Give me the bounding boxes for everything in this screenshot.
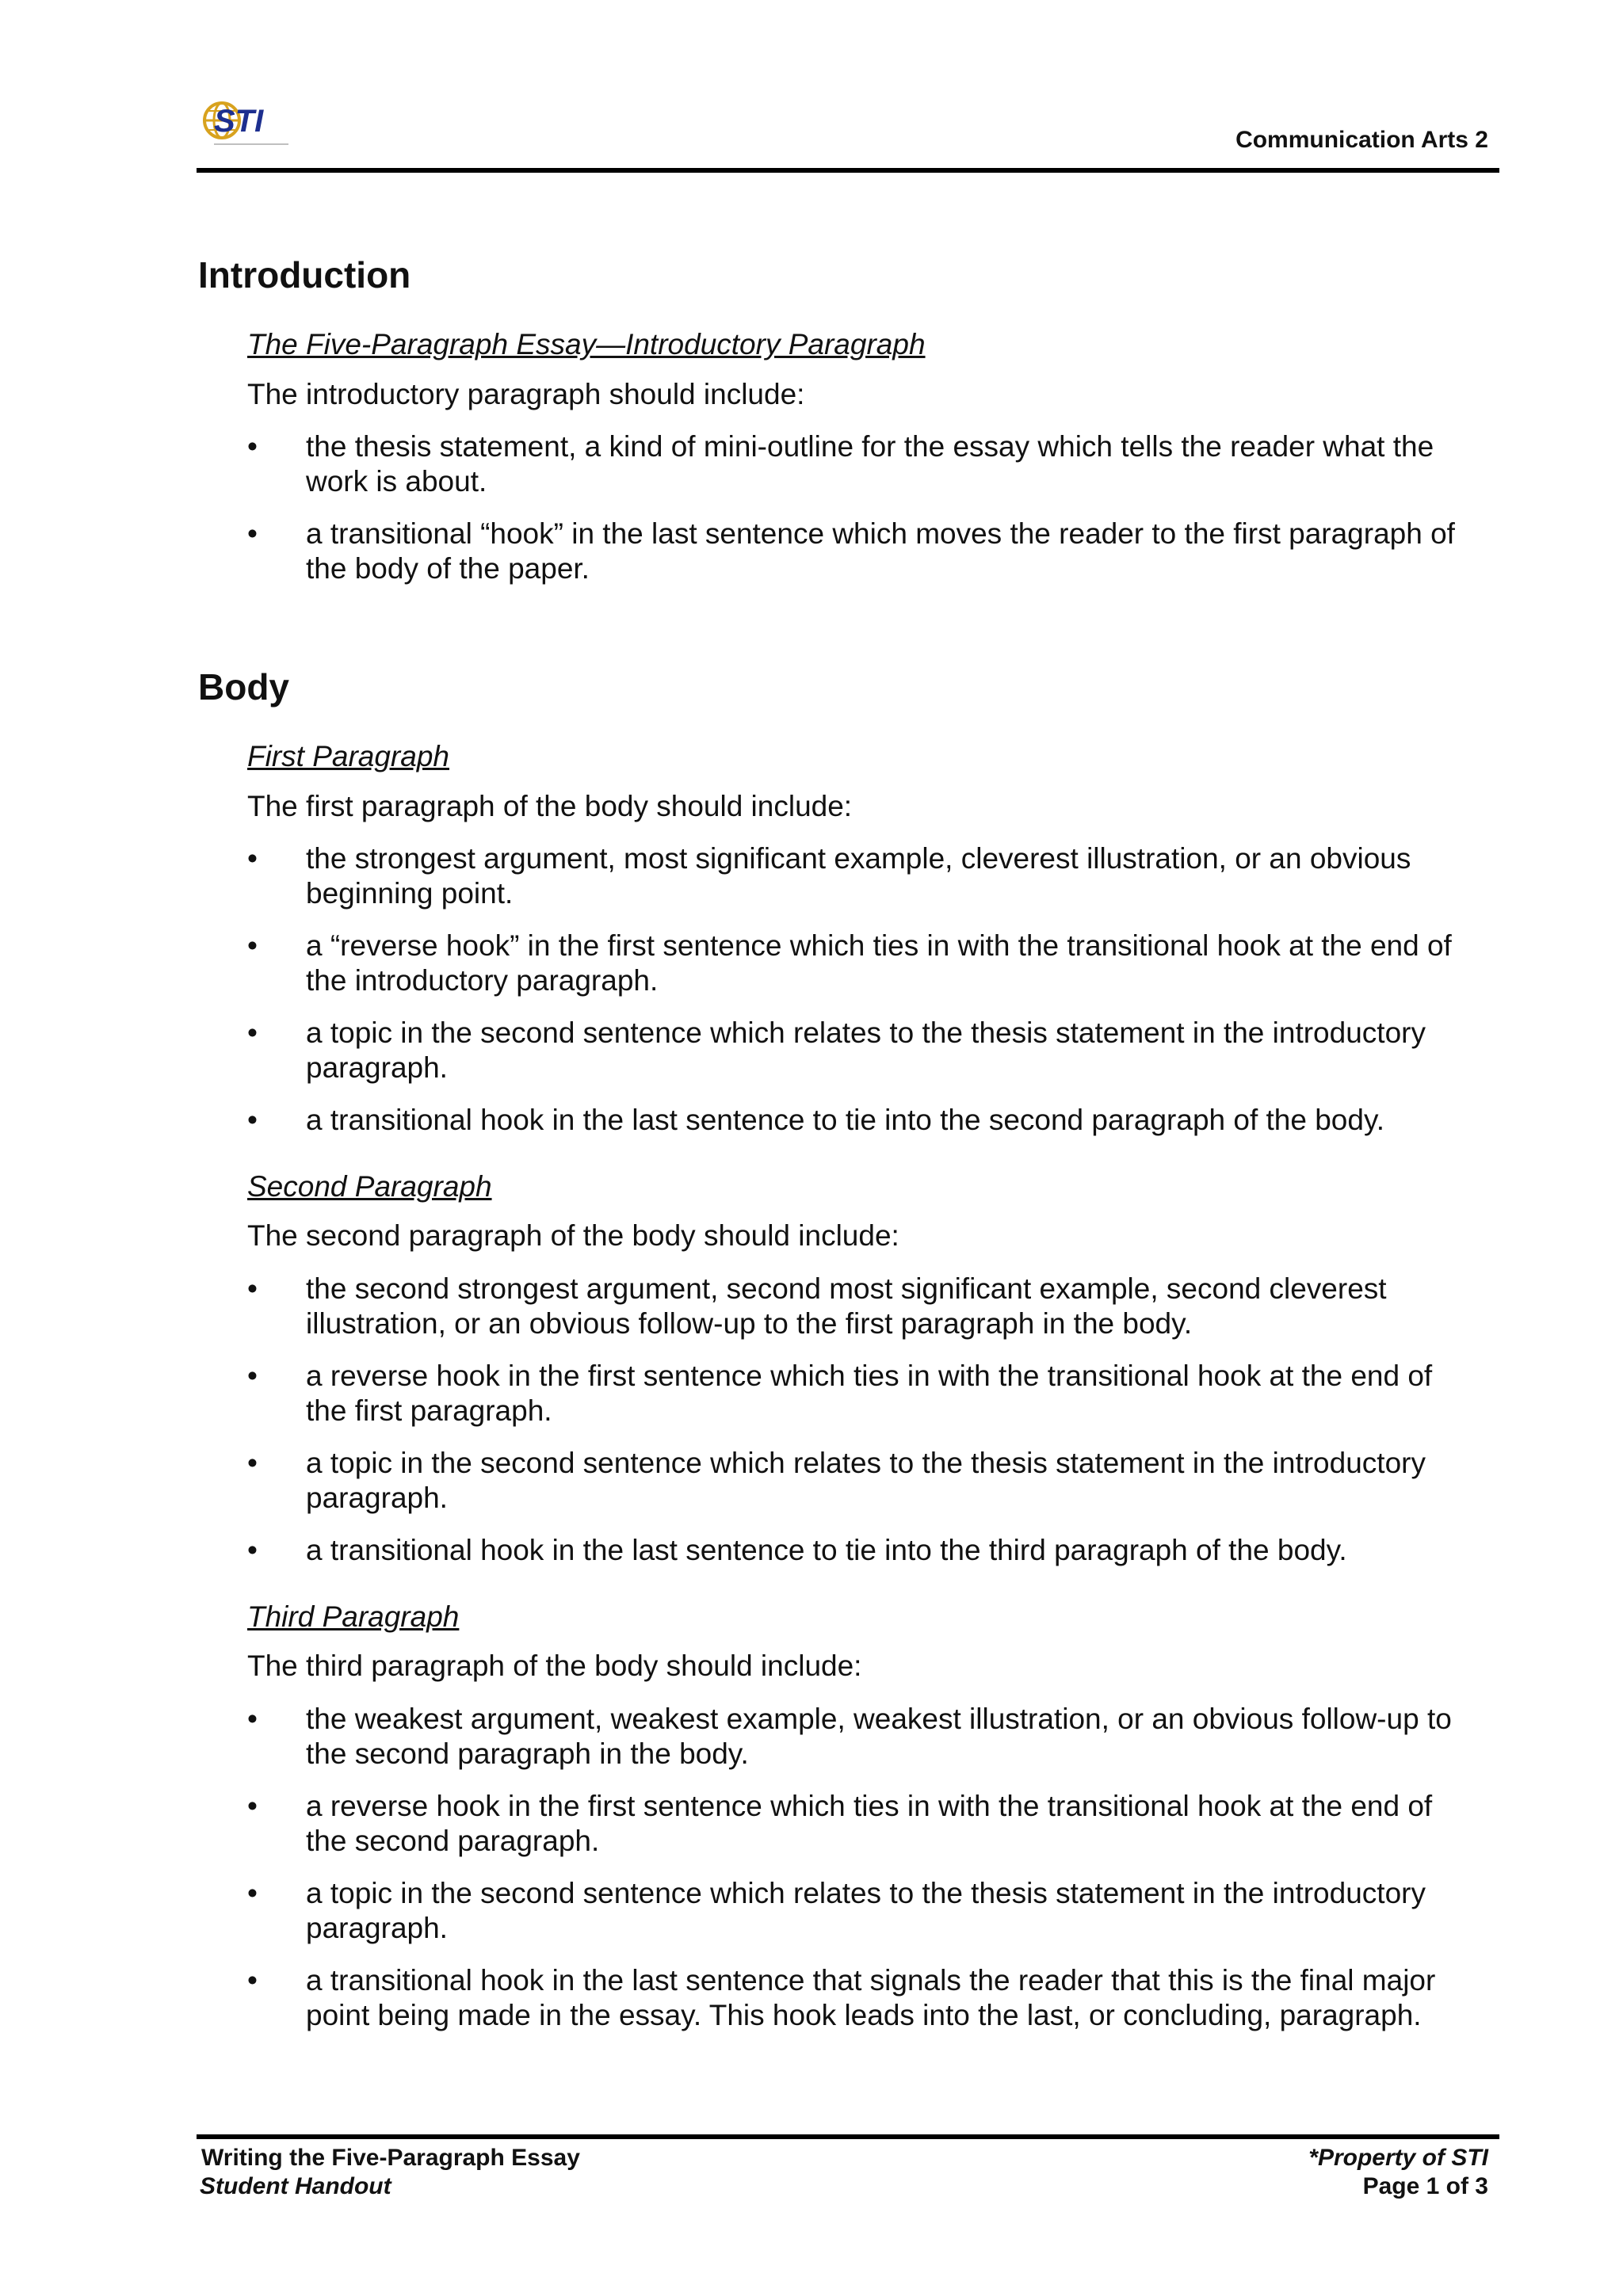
list-item-line: paragraph.	[306, 1911, 448, 1944]
footer-handout-type: Student Handout	[200, 2173, 391, 2199]
list-item-line: the first paragraph.	[306, 1394, 552, 1427]
subsection-lead: The third paragraph of the body should include:	[247, 1650, 862, 1683]
list-item-line: a transitional “hook” in the last sentence which moves the reader to the first paragraph of	[306, 517, 1455, 550]
list-item-line: the strongest argument, most significant example, cleverest illustration, or an obvious	[306, 841, 1411, 875]
bullet-icon: •	[247, 1272, 258, 1305]
list-item	[198, 1963, 1498, 2033]
section-heading: Body	[198, 666, 289, 707]
list-item	[198, 1272, 1498, 1341]
list-spacer	[198, 1428, 1498, 1446]
list-spacer	[198, 1085, 1498, 1103]
list-item	[198, 1702, 1498, 1772]
sti-logo-icon	[200, 95, 295, 151]
bullet-list	[198, 841, 1498, 1138]
bullet-icon: •	[247, 429, 258, 463]
bullet-icon: •	[247, 517, 258, 550]
list-spacer	[198, 1859, 1498, 1876]
list-item-line: work is about.	[306, 464, 487, 498]
list-spacer	[198, 499, 1498, 517]
list-item	[198, 517, 1498, 586]
list-spacer	[198, 1341, 1498, 1359]
list-spacer	[198, 1772, 1498, 1789]
footer-property: *Property of STI	[1308, 2145, 1488, 2171]
list-spacer	[198, 998, 1498, 1016]
bullet-list	[198, 1272, 1498, 1568]
list-item	[198, 1876, 1498, 1946]
subsection-lead: The second paragraph of the body should include:	[247, 1219, 899, 1253]
list-item-line: a transitional hook in the last sentence to tie into the second paragraph of the body.	[306, 1103, 1384, 1136]
bullet-icon: •	[247, 841, 258, 875]
page-footer	[197, 2134, 1499, 2201]
list-item-line: a topic in the second sentence which relates to the thesis statement in the introductory	[306, 1016, 1426, 1049]
subsection-lead: The introductory paragraph should include:	[247, 377, 805, 410]
list-item-line: a topic in the second sentence which relates to the thesis statement in the introductory	[306, 1876, 1426, 1909]
list-item	[198, 1533, 1498, 1568]
list-item-line: a transitional hook in the last sentence that signals the reader that this is the final major	[306, 1963, 1436, 1997]
bullet-icon: •	[247, 1359, 258, 1392]
list-item	[198, 1016, 1498, 1085]
subsection-title: Third Paragraph	[247, 1600, 460, 1633]
footer-document-name: Writing the Five-Paragraph Essay	[201, 2145, 580, 2171]
list-item-line: a topic in the second sentence which relates to the thesis statement in the introductory	[306, 1446, 1426, 1479]
footer-page-number: Page 1 of 3	[1362, 2173, 1488, 2199]
list-item-line: the weakest argument, weakest example, weakest illustration, or an obvious follow-up to	[306, 1702, 1452, 1735]
bullet-icon: •	[247, 1446, 258, 1479]
list-spacer	[198, 1516, 1498, 1533]
list-spacer	[198, 911, 1498, 929]
list-item-line: a reverse hook in the first sentence which ties in with the transitional hook at the end of	[306, 1359, 1433, 1392]
document-title: Communication Arts 2	[1235, 127, 1488, 153]
list-item-line: the second paragraph in the body.	[306, 1737, 749, 1770]
list-item-line: the second paragraph.	[306, 1824, 600, 1857]
bullet-icon: •	[247, 1789, 258, 1822]
list-item-line: a reverse hook in the first sentence which ties in with the transitional hook at the end of	[306, 1789, 1433, 1822]
bullet-list	[198, 429, 1498, 586]
subsection-title: The Five-Paragraph Essay—Introductory Paragraph	[247, 328, 926, 361]
subsection-title: Second Paragraph	[247, 1169, 492, 1203]
list-item-line: paragraph.	[306, 1481, 448, 1514]
list-item-line: illustration, or an obvious follow-up to the first paragraph in the body.	[306, 1306, 1193, 1340]
list-item-line: the second strongest argument, second most significant example, second cleverest	[306, 1272, 1387, 1305]
list-item-line: the introductory paragraph.	[306, 963, 659, 997]
bullet-icon: •	[247, 1963, 258, 1997]
list-item-line: point being made in the essay. This hook leads into the last, or concluding, paragraph.	[306, 1998, 1422, 2031]
bullet-list	[198, 1702, 1498, 2033]
list-spacer	[198, 1946, 1498, 1963]
bullet-icon: •	[247, 1876, 258, 1909]
subsection-lead: The first paragraph of the body should include:	[247, 789, 853, 822]
list-item-line: a “reverse hook” in the first sentence which ties in with the transitional hook at the end of	[306, 929, 1452, 962]
document-content	[198, 254, 1498, 2033]
list-item	[198, 1789, 1498, 1859]
logo-text: STI	[214, 104, 264, 139]
list-item-line: a transitional hook in the last sentence to tie into the third paragraph of the body.	[306, 1533, 1347, 1566]
bullet-icon: •	[247, 1702, 258, 1735]
list-item	[198, 929, 1498, 998]
list-item-line: the thesis statement, a kind of mini-outline for the essay which tells the reader what the	[306, 429, 1434, 463]
bullet-icon: •	[247, 1103, 258, 1136]
list-item-line: the body of the paper.	[306, 551, 590, 585]
bullet-icon: •	[247, 929, 258, 962]
bullet-icon: •	[247, 1533, 258, 1566]
list-item-line: paragraph.	[306, 1051, 448, 1084]
section-heading: Introduction	[198, 254, 411, 296]
list-item	[198, 1103, 1498, 1138]
bullet-icon: •	[247, 1016, 258, 1049]
list-item-line: beginning point.	[306, 876, 514, 910]
list-item	[198, 429, 1498, 499]
subsection-title: First Paragraph	[247, 740, 449, 773]
page-header	[197, 95, 1499, 173]
sti-logo	[200, 95, 295, 151]
list-item	[198, 1359, 1498, 1428]
list-item	[198, 1446, 1498, 1516]
list-item	[198, 841, 1498, 911]
